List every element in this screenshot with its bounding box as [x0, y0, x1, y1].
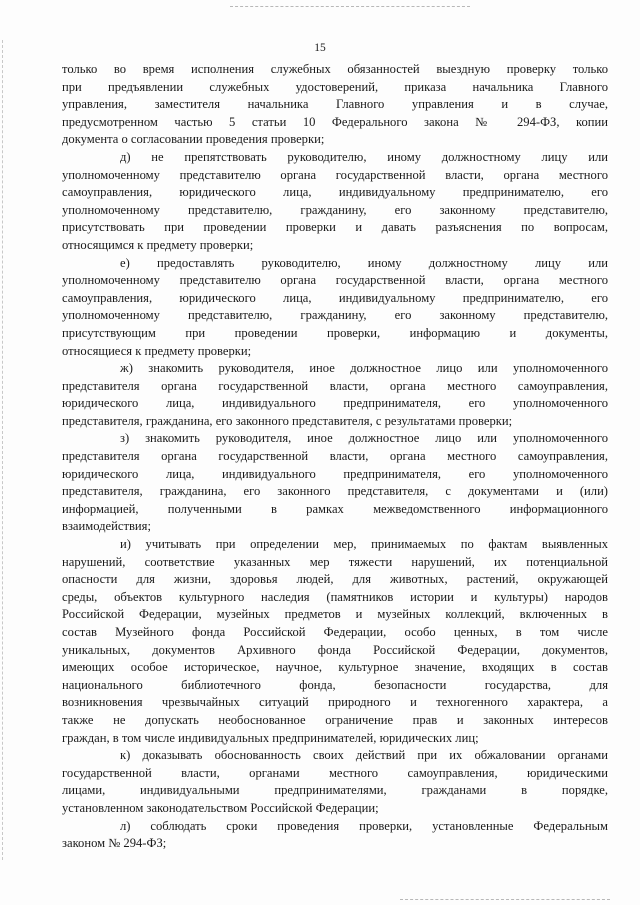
scan-artifact-bottom — [400, 899, 610, 901]
text-line: имеющих особое историческое, научное, культурное значение, входящих в состав — [62, 660, 608, 675]
text-line: законом № 294-ФЗ; — [62, 836, 167, 851]
text-line: присутствовать при проведении проверки и давать разъяснения по вопросам, — [62, 220, 608, 235]
text-line: уполномоченному представителю, гражданину, его законному представителю, — [62, 202, 608, 217]
text-line: предусмотренном частью 5 статьи 10 Федерального закона № 294-ФЗ, копии — [62, 114, 608, 129]
text-line: ж) знакомить руководителя, иное должностное лицо или уполномоченного — [120, 361, 608, 376]
text-line: установленном законодательством Российской Федерации; — [62, 800, 379, 815]
text-line: опасности для жизни, здоровья людей, для животных, растений, окружающей — [62, 572, 608, 587]
paragraph — [62, 360, 608, 430]
text-line: Российской Федерации, музейных предметов и музейных коллекций, включенных в — [62, 607, 608, 622]
text-line: юридического лица, индивидуального предпринимателя, его уполномоченного — [62, 396, 608, 411]
text-line: относящимся к предмету проверки; — [62, 237, 254, 252]
text-line: информацией, полученными в рамках межведомственного информационного — [62, 501, 608, 516]
text-line: управления, заместителя начальника Главного управления и в случае, — [62, 97, 608, 112]
text-line: представителя органа государственной власти, органа местного самоуправления, — [62, 378, 608, 393]
text-line: документа о согласовании проведения проверки; — [62, 132, 325, 147]
text-line: уполномоченному представителю органа государственной власти, органа местного — [62, 273, 608, 288]
text-line: лицами, индивидуальными предпринимателями, гражданами в порядке, — [62, 783, 608, 798]
text-line: л) соблюдать сроки проведения проверки, установленные Федеральным — [120, 818, 608, 833]
text-line: взаимодействия; — [62, 519, 151, 534]
paragraph — [62, 818, 608, 853]
text-line: представителя, гражданина, его законного представителя, с результатами проверки; — [62, 413, 513, 428]
text-line: относящиеся к предмету проверки; — [62, 343, 252, 358]
text-line: присутствующим при проведении проверки, информацию и документы, — [62, 325, 608, 340]
scan-artifact-top — [230, 6, 470, 8]
text-line: государственной власти, органами местного самоуправления, юридическими — [62, 765, 608, 780]
text-line: к) доказывать обоснованность своих действий при их обжаловании органами — [120, 748, 608, 763]
paragraph — [62, 255, 608, 361]
text-line: и) учитывать при определении мер, принимаемых по фактам выявленных — [120, 537, 608, 552]
text-line: при предъявлении служебных удостоверений, приказа начальника Главного — [62, 79, 608, 94]
text-line: уполномоченному представителю органа государственной власти, органа местного — [62, 167, 608, 182]
text-line: только во время исполнения служебных обязанностей выездную проверку только — [62, 62, 608, 76]
text-line: з) знакомить руководителя, иное должностное лицо или уполномоченного — [120, 431, 608, 446]
document-body — [62, 61, 608, 853]
text-line: юридического лица, индивидуального предпринимателя, его уполномоченного — [62, 466, 608, 481]
text-line: возникновения чрезвычайных ситуаций природного и техногенного характера, а — [62, 695, 608, 710]
paragraph — [62, 430, 608, 536]
text-line: среды, объектов культурного наследия (памятников истории и культуры) народов — [62, 589, 608, 604]
text-line: состав Музейного фонда Российской Федерации, особо ценных, в том числе — [62, 625, 608, 639]
text-line: представителя, гражданина, его законного представителя, с документами и (или) — [62, 484, 608, 499]
scan-artifact-left — [2, 40, 4, 860]
text-line: самоуправления, юридического лица, индивидуальному предпринимателю, его — [62, 185, 608, 200]
page-number: 15 — [314, 42, 326, 54]
text-line: уникальных, документов Архивного фонда Российской Федерации, документов, — [62, 642, 608, 657]
text-line: е) предоставлять руководителю, иному должностному лицу или — [120, 255, 608, 270]
text-line: уполномоченному представителю, гражданину, его законному представителю, — [62, 308, 608, 323]
text-line: граждан, в том числе индивидуальных предпринимателей, юридических лиц; — [62, 730, 479, 745]
paragraph — [62, 536, 608, 747]
paragraph — [62, 61, 608, 149]
text-line: самоуправления, юридического лица, индивидуальному предпринимателю, его — [62, 290, 608, 305]
text-line: нарушений, соответствие указанных мер тяжести нарушений, их потенциальной — [62, 554, 608, 569]
paragraph — [62, 149, 608, 255]
text-line: д) не препятствовать руководителю, иному должностному лицу или — [120, 149, 608, 164]
text-line: национального библиотечного фонда, безопасности государства, для — [62, 677, 608, 692]
text-line: также не допускать необоснованное ограничение прав и законных интересов — [62, 712, 608, 727]
paragraph — [62, 747, 608, 817]
text-line: представителя органа государственной власти, органа местного самоуправления, — [62, 449, 608, 464]
